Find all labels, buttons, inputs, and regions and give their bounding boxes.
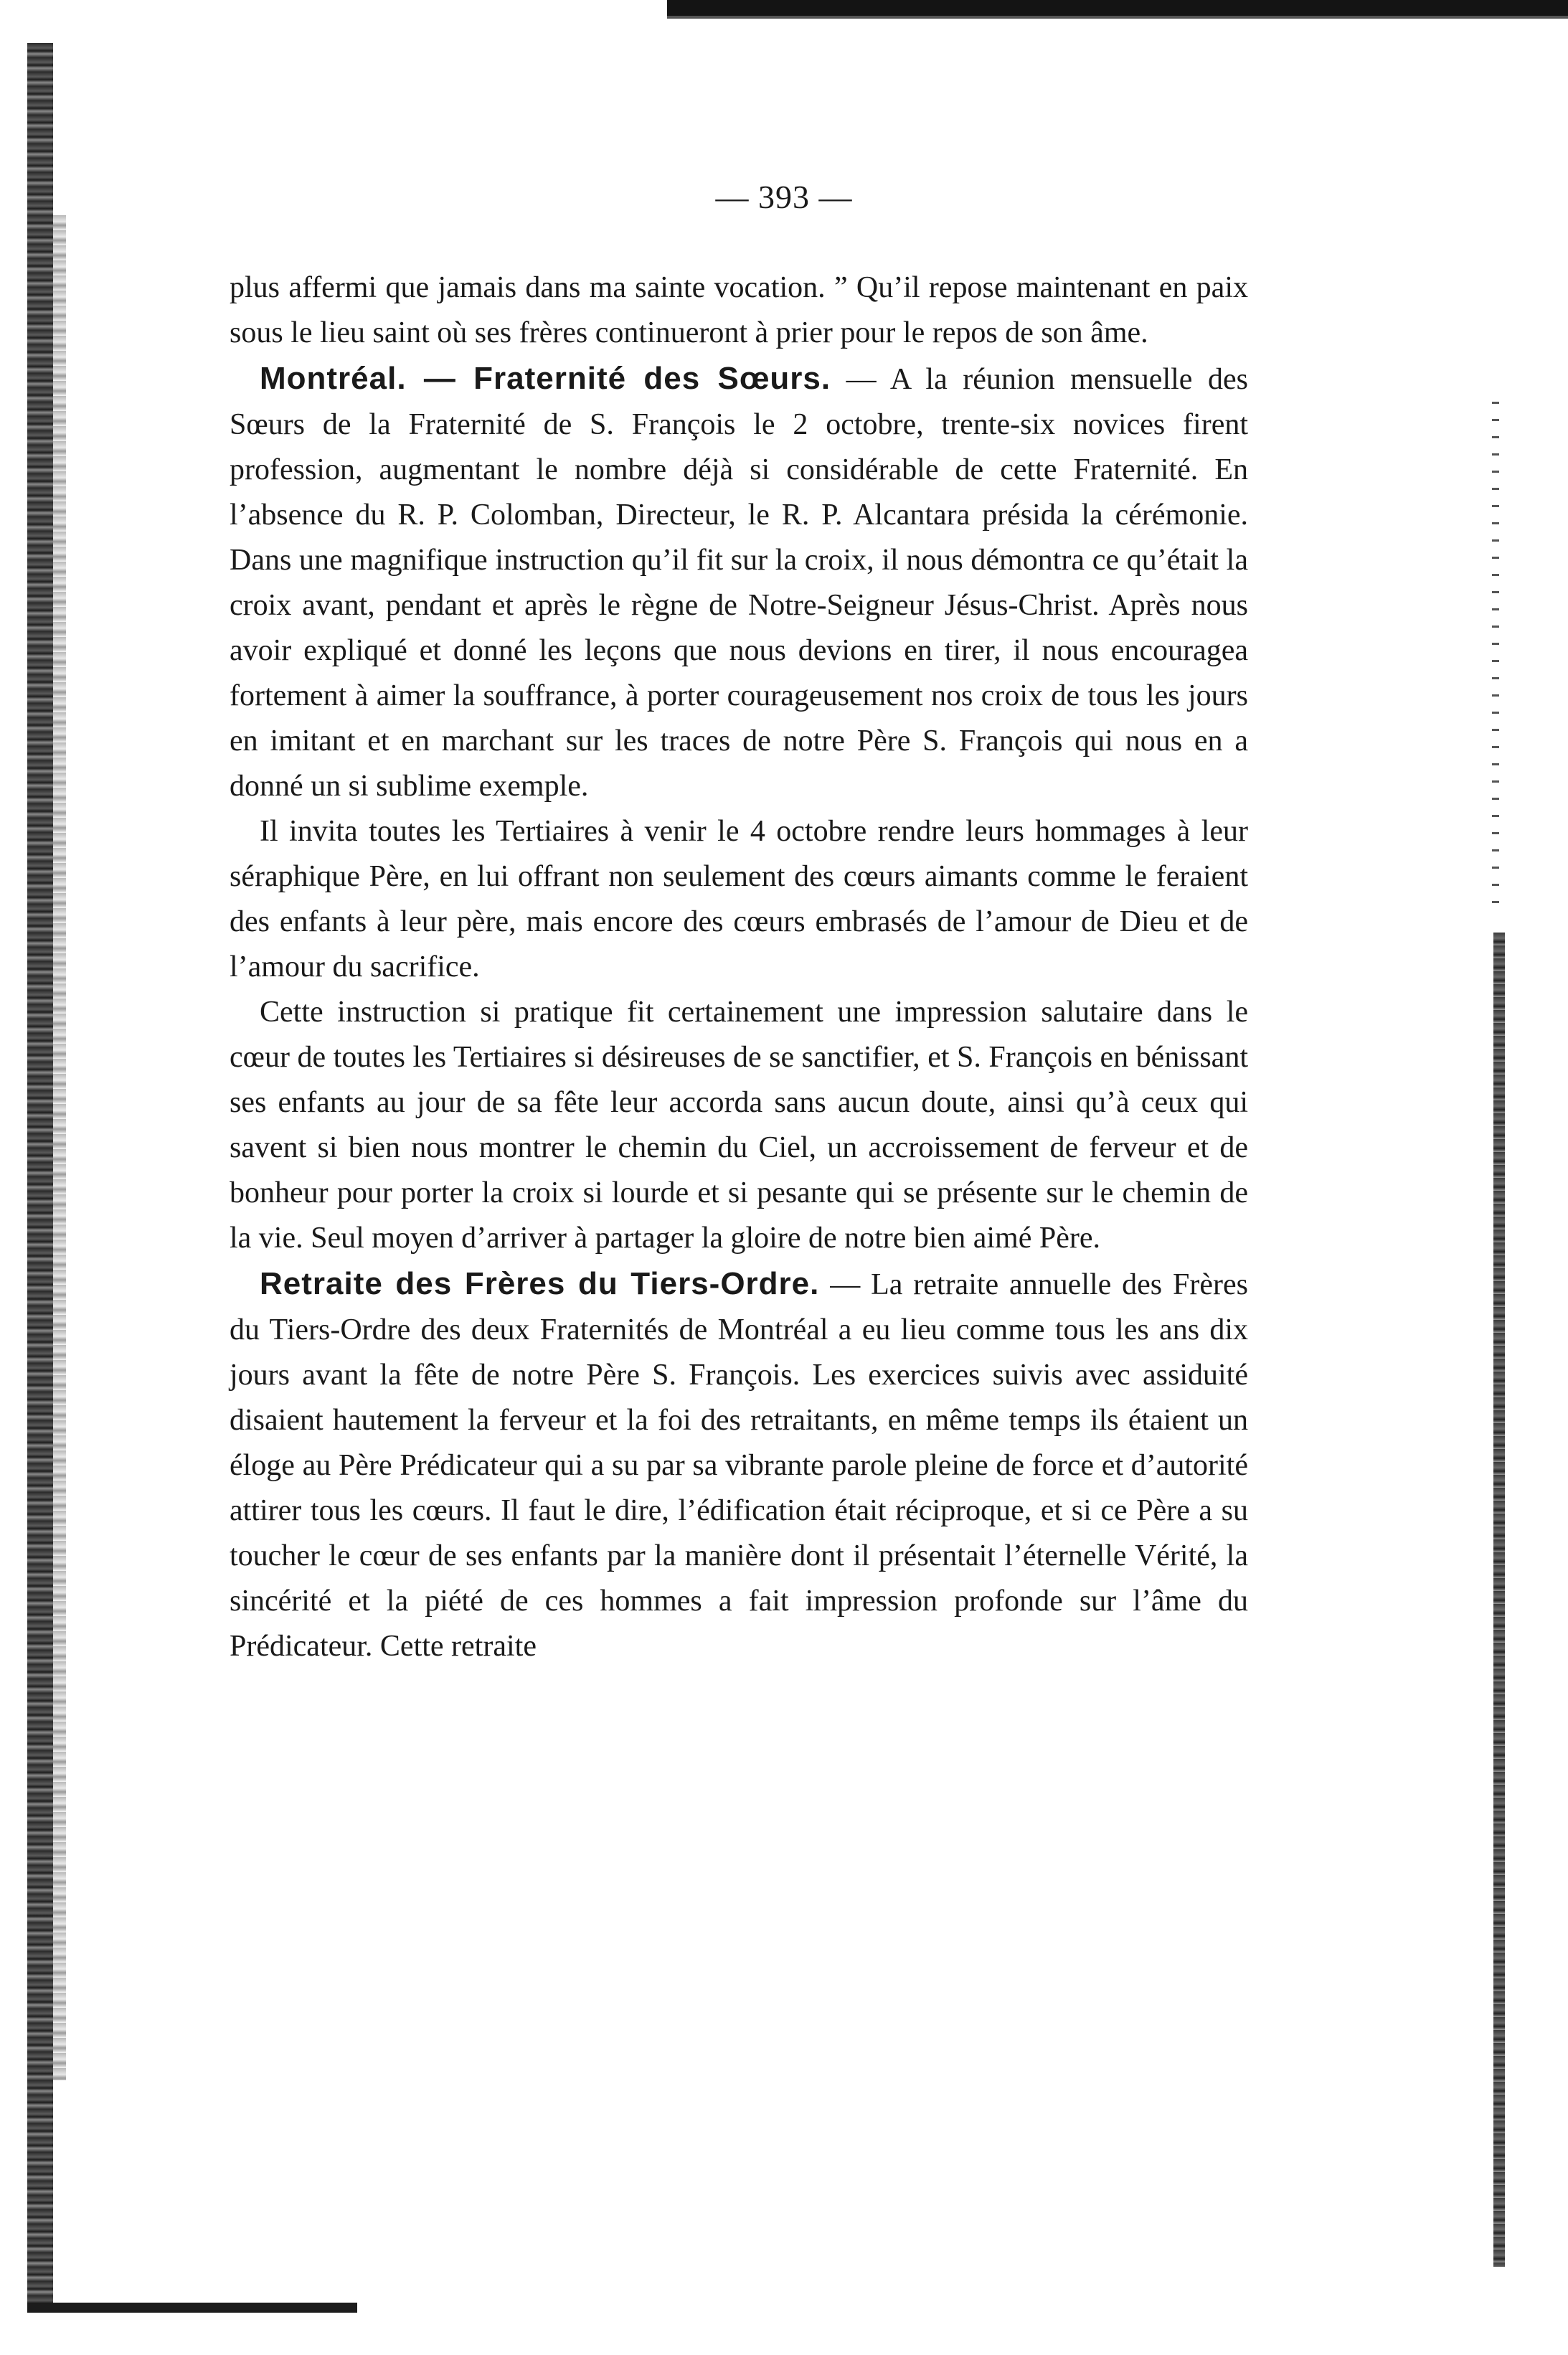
paragraph-1 xyxy=(230,265,1248,356)
section-heading-montreal: Montréal. — Fraternité des Sœurs. xyxy=(260,361,831,396)
paragraph-text: — La retraite annuelle des Frères du Tiers-Ordre des deux Fraternités de Montréal a eu lieu comme tous les ans dix jours avant la fête de notre Père S. François. Les exercices suivis avec assiduité disaient hautement la ferveur et la foi des retraitants, en même temps ils étaient un éloge au Père Prédicateur qui a su par sa vibrante parole pleine de force et d’autorité attirer tous les cœurs. Il faut le dire, l’édification était réciproque, et si ce Père a su toucher le cœur de ses enfants par la manière dont il présentait l’éternelle Vérité, la sincérité et la piété de ces hommes a fait impression profonde sur l’âme du Prédicateur. Cette retraite xyxy=(230,1268,1248,1663)
paragraph-5 xyxy=(230,1261,1248,1669)
paragraph-4 xyxy=(230,990,1248,1261)
paragraph-2 xyxy=(230,356,1248,809)
section-heading-retraite: Retraite des Frères du Tiers-Ordre. xyxy=(260,1266,820,1301)
paragraph-text: — A la réunion mensuelle des Sœurs de la Fraternité de S. François le 2 octobre, trente-six novices firent profession, augmentant le nombre déjà si considérable de cette Fraternité. En l’absence du R. P. Colomban, Directeur, le R. P. Alcantara présida la cérémonie. Dans une magnifique instruction qu’il fit sur la croix, il nous démontra ce qu’était la croix avant, pendant et après le règne de Notre-Seigneur Jésus-Christ. Après nous avoir expliqué et donné les leçons que nous devions en tirer, il nous encouragea fortement à aimer la souffrance, à porter courageusement nos croix de tous les jours en imitant et en marchant sur les traces de notre Père S. François qui nous en a donné un si sublime exemple. xyxy=(230,363,1248,803)
page-number: — 393 — xyxy=(715,179,853,215)
scan-bottom-rule xyxy=(27,2303,357,2313)
scan-right-ticks xyxy=(1492,402,1499,918)
scan-binding-edge xyxy=(27,43,53,2303)
scan-top-rule-thin xyxy=(667,16,1568,19)
page-body xyxy=(230,265,1248,1669)
scan-top-rule xyxy=(667,0,1568,16)
scan-right-edge xyxy=(1493,933,1505,2267)
paragraph-text: Cette instruction si pratique fit certainement une impression salutaire dans le cœur de toutes les Tertiaires si désireuses de se sanctifier, et S. François en bénissant ses enfants au jour de sa fête leur accorda sans aucun doute, ainsi qu’à ceux qui savent si bien nous montrer le chemin du Ciel, un accroissement de ferveur et de bonheur pour porter la croix si lourde et si pesante qui se présente sur le chemin de la vie. Seul moyen d’arriver à partager la gloire de notre bien aimé Père. xyxy=(230,996,1248,1255)
paragraph-text: Il invita toutes les Tertiaires à venir le 4 octobre rendre leurs hommages à leur séraphique Père, en lui offrant non seulement des cœurs aimants comme le feraient des enfants à leur père, mais encore des cœurs embrasés de l’amour de Dieu et de l’amour du sacrifice. xyxy=(230,815,1248,983)
scan-binding-shadow xyxy=(53,215,66,2080)
paragraph-3 xyxy=(230,809,1248,990)
paragraph-text: plus affermi que jamais dans ma sainte vocation. ” Qu’il repose maintenant en paix sous le lieu saint où ses frères continueront à prier pour le repos de son âme. xyxy=(230,271,1248,349)
